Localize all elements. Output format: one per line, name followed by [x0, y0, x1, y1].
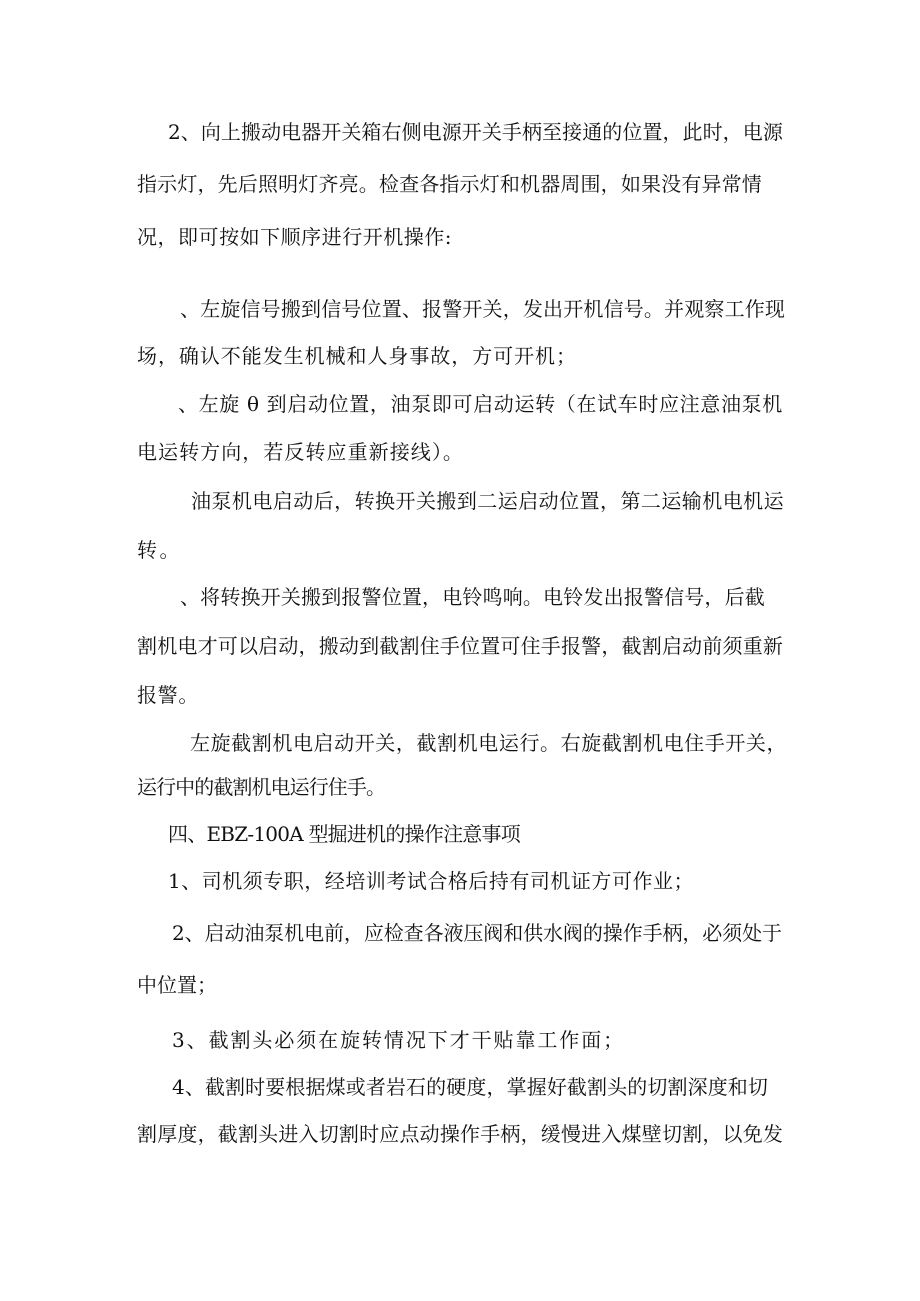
- text-line: 3、截割头必须在旋转情况下才干贴靠工作面；: [172, 1028, 626, 1052]
- text-line: 油泵机电启动后，转换开关搬到二运启动位置，第二运输机电机运: [191, 489, 785, 513]
- text-line: 指示灯，先后照明灯齐亮。检查各指示灯和机器周围，如果没有异常情: [137, 172, 762, 196]
- text-line: 2、启动油泵机电前，应检查各液压阀和供水阀的操作手柄，必须处于: [172, 921, 782, 945]
- text-line: 、左旋 θ 到启动位置，油泵即可启动运转（在试车时应注意油泵机: [178, 392, 783, 416]
- text-line: 四、EBZ-100A 型掘进机的操作注意事项: [168, 822, 520, 846]
- text-line: 报警。: [137, 683, 200, 707]
- text-line: 、将转换开关搬到报警位置，电铃鸣响。电铃发出报警信号，后截: [180, 585, 765, 609]
- text-line: 、左旋信号搬到信号位置、报警开关，发出开机信号。并观察工作现: [180, 297, 786, 321]
- text-line: 运行中的截割机电运行住手。: [137, 775, 386, 799]
- text-line: 2、向上搬动电器开关箱右侧电源开关手柄至接通的位置，此时，电源: [168, 120, 783, 144]
- text-line: 4、截割时要根据煤或者岩石的硬度，掌握好截割头的切割深度和切: [172, 1075, 769, 1099]
- text-line: 电运转方向，若反转应重新接线）。: [137, 440, 464, 464]
- text-line: 况，即可按如下顺序进行开机操作:: [137, 225, 453, 249]
- text-line: 割厚度，截割头进入切割时应点动操作手柄，缓慢进入煤壁切割，以免发: [137, 1122, 784, 1146]
- text-line: 中位置；: [137, 973, 217, 997]
- text-line: 转。: [137, 538, 182, 562]
- text-line: 场，确认不能发生机械和人身事故，方可开机；: [137, 344, 577, 368]
- text-line: 割机电才可以启动，搬动到截割住手位置可住手报警，截割启动前须重新: [137, 634, 784, 658]
- text-line: 1、司机须专职，经培训考试合格后持有司机证方可作业；: [168, 869, 694, 893]
- text-line: 左旋截割机电启动开关，截割机电运行。右旋截割机电住手开关，: [190, 731, 788, 755]
